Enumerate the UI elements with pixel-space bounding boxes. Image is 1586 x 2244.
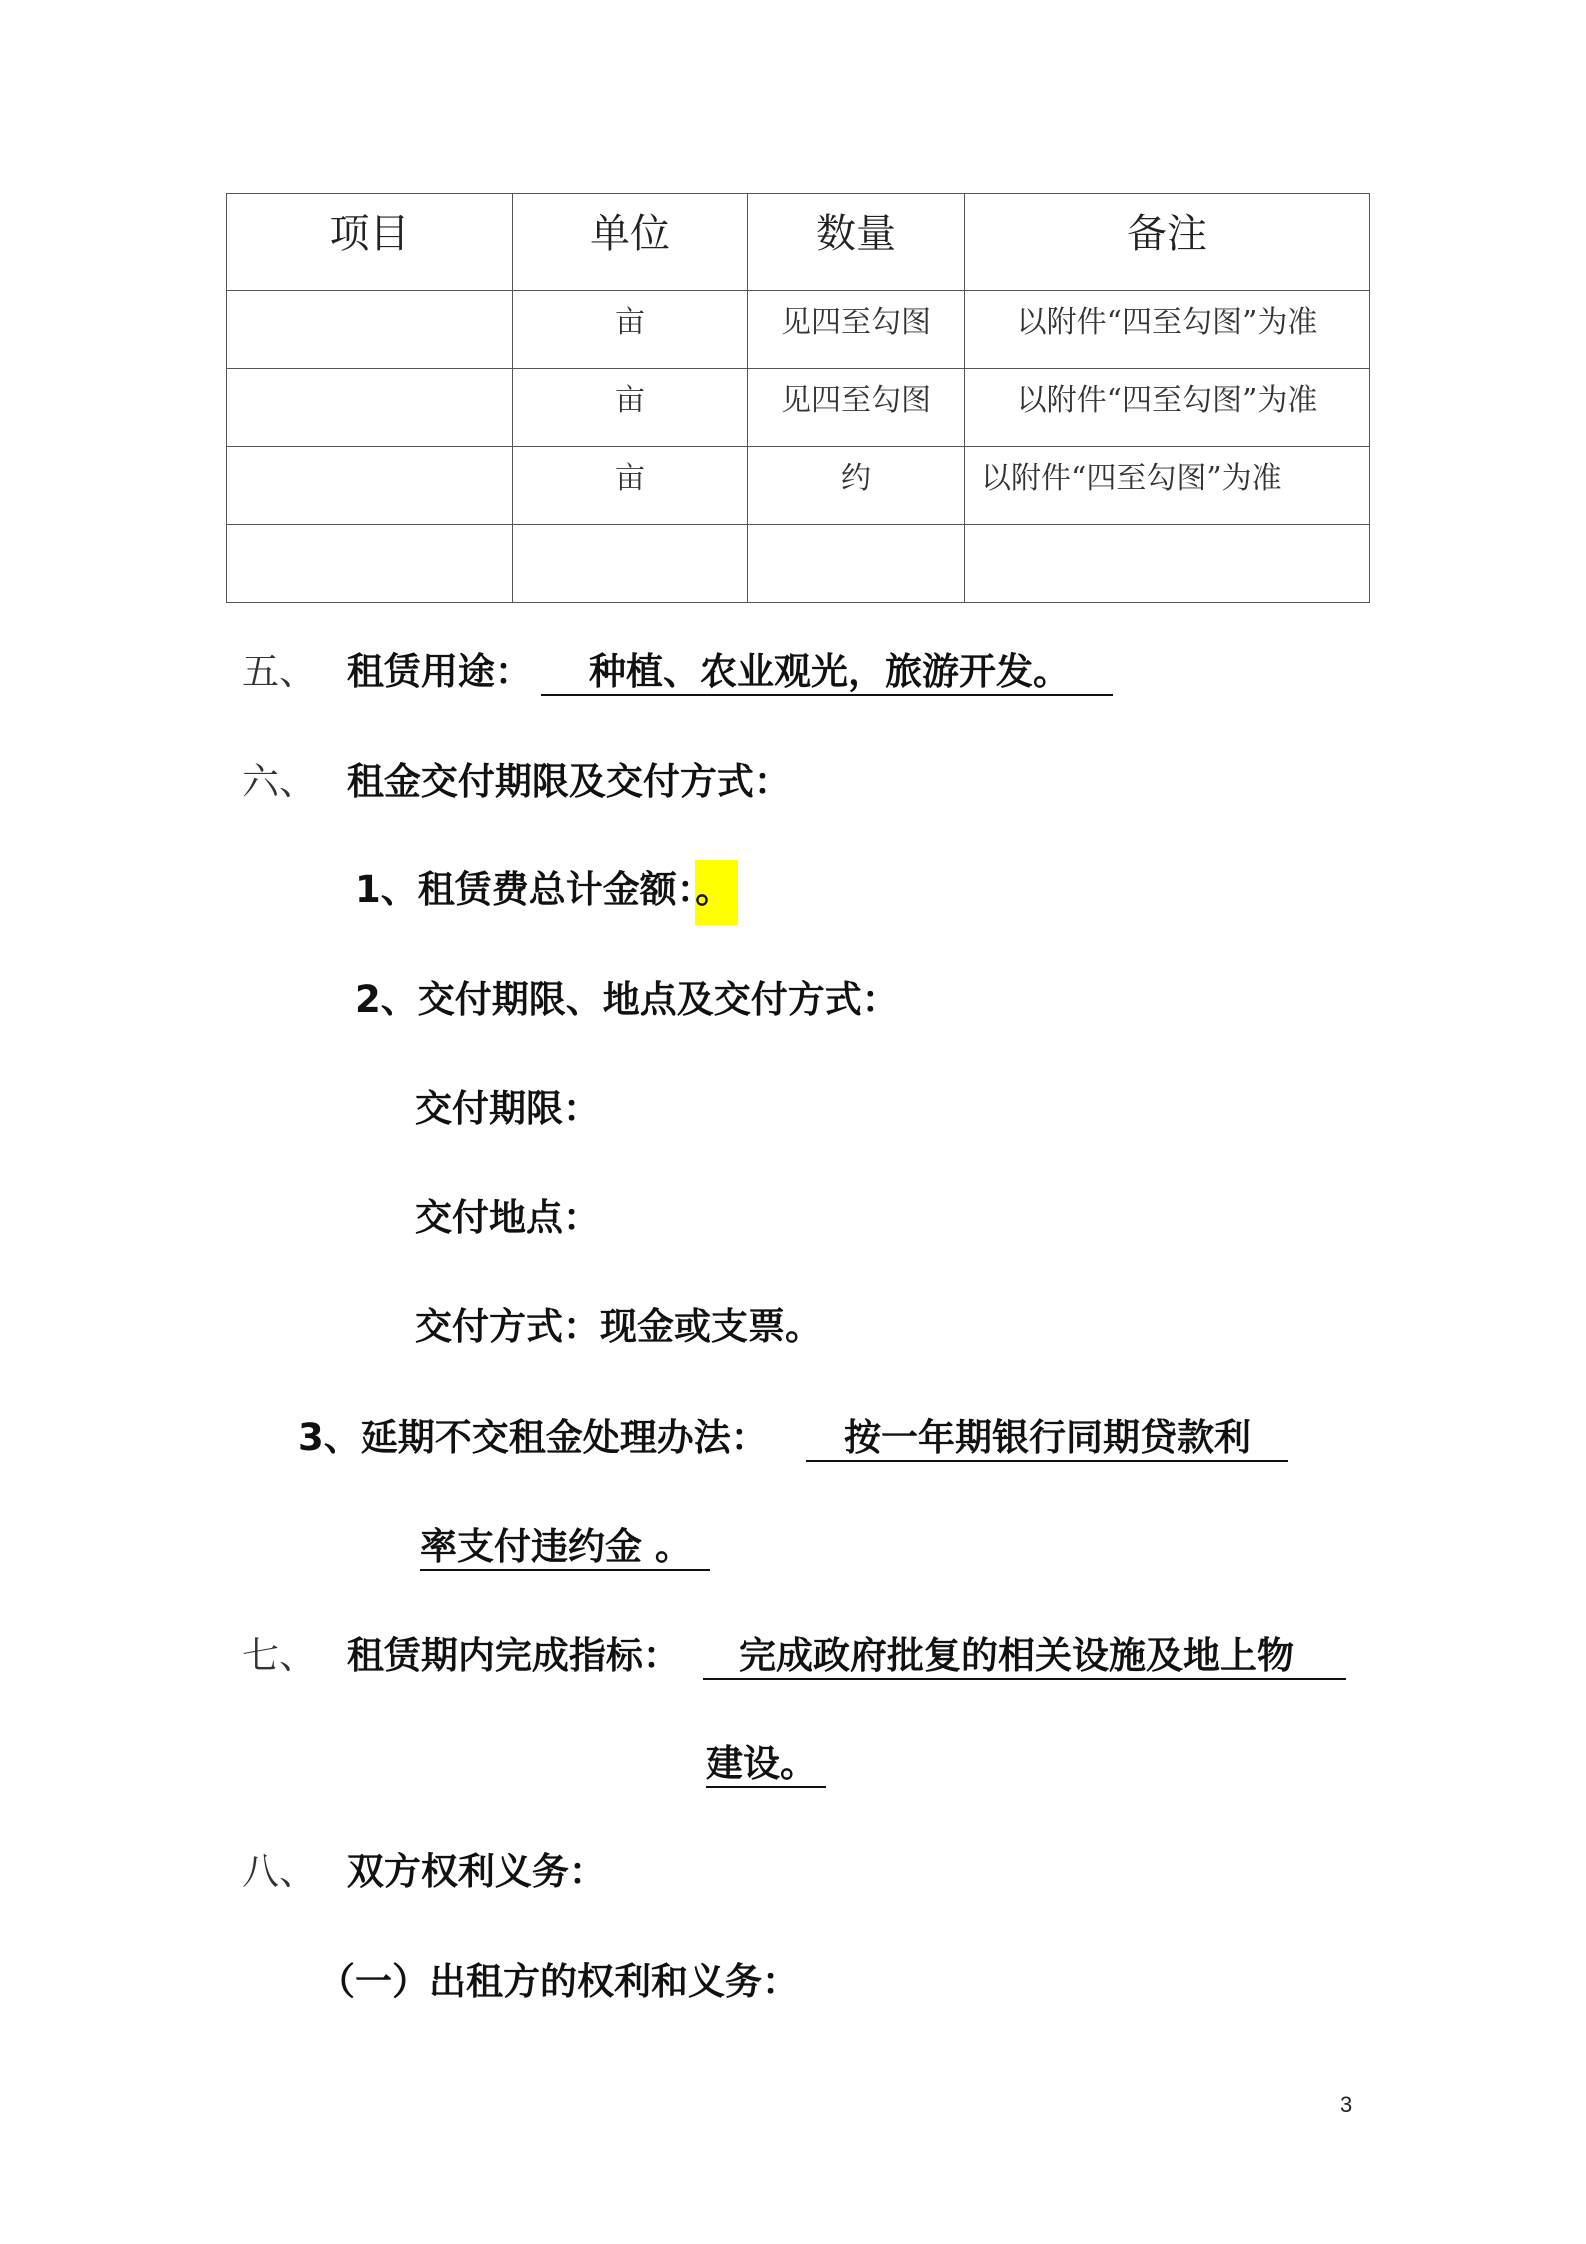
section-7-value-2	[706, 1742, 826, 1788]
cell-unit: 亩	[513, 291, 748, 369]
section-6-3-value-2-text: 率支付违约金 。	[420, 1525, 692, 1568]
cell-quantity	[748, 525, 965, 603]
section-6-2-period	[415, 1087, 600, 1131]
section-6-2-label: 2、交付期限、地点及交付方式：	[355, 978, 899, 1021]
cell-quantity: 约	[748, 447, 965, 525]
section-6-3-value-1-text: 按一年期银行同期贷款利	[844, 1416, 1251, 1459]
table-row	[227, 369, 1370, 447]
section-5-label: 租赁用途：	[346, 650, 532, 693]
section-7-value-2-text: 建设。	[706, 1742, 817, 1785]
section-6-1-label: 1、租赁费总计金额：	[355, 868, 696, 911]
table-row	[227, 447, 1370, 525]
section-5-number: 五、	[242, 650, 316, 693]
cell-item	[227, 525, 513, 603]
cell-unit: 亩	[513, 369, 748, 447]
cell-remark: 以附件“四至勾图”为准	[965, 291, 1370, 369]
section-7-number: 七、	[242, 1634, 316, 1677]
section-6-2	[355, 978, 899, 1022]
section-6-3-value-2	[420, 1525, 710, 1571]
section-6-2-place-label: 交付地点：	[415, 1196, 600, 1239]
section-6-2-method-label: 交付方式：现金或支票。	[415, 1305, 822, 1348]
cell-unit: 亩	[513, 447, 748, 525]
section-5-value-text: 种植、农业观光，旅游开发。	[589, 650, 1070, 693]
section-6-3-label: 3、延期不交租金处理办法：	[298, 1416, 768, 1459]
header-quantity: 数量	[748, 194, 965, 291]
section-8-number: 八、	[242, 1850, 316, 1893]
cell-item	[227, 291, 513, 369]
cell-unit	[513, 525, 748, 603]
section-5-value	[541, 650, 1113, 696]
cell-item	[227, 369, 513, 447]
section-6-3	[298, 1416, 768, 1460]
cell-remark: 以附件“四至勾图”为准	[965, 447, 1370, 525]
section-8	[242, 1850, 606, 1894]
section-6	[242, 760, 791, 804]
land-table	[226, 193, 1370, 603]
cell-item	[227, 447, 513, 525]
section-6-1	[355, 868, 738, 912]
header-item: 项目	[227, 194, 513, 291]
page-number: 3	[1340, 2092, 1353, 2117]
table-row	[227, 291, 1370, 369]
section-7-label: 租赁期内完成指标：	[346, 1634, 680, 1677]
section-6-1-highlight: 。	[695, 860, 738, 925]
section-6-2-period-label: 交付期限：	[415, 1087, 600, 1130]
cell-remark	[965, 525, 1370, 603]
section-6-label: 租金交付期限及交付方式：	[346, 760, 791, 803]
table-header-row	[227, 194, 1370, 291]
section-7-value-1	[703, 1634, 1346, 1680]
section-6-2-place	[415, 1196, 600, 1240]
section-6-3-value-1	[806, 1416, 1288, 1462]
section-8-1	[318, 1960, 799, 2004]
header-unit: 单位	[513, 194, 748, 291]
table-row	[227, 525, 1370, 603]
header-remark: 备注	[965, 194, 1370, 291]
section-5	[242, 650, 532, 694]
section-8-1-label: （一）出租方的权利和义务：	[318, 1960, 799, 2003]
section-8-label: 双方权利义务：	[346, 1850, 606, 1893]
section-7-value-1-text: 完成政府批复的相关设施及地上物	[739, 1634, 1294, 1677]
cell-quantity: 见四至勾图	[748, 291, 965, 369]
cell-remark: 以附件“四至勾图”为准	[965, 369, 1370, 447]
section-6-number: 六、	[242, 760, 316, 803]
cell-quantity: 见四至勾图	[748, 369, 965, 447]
section-7	[242, 1634, 680, 1678]
section-6-2-method	[415, 1305, 822, 1349]
